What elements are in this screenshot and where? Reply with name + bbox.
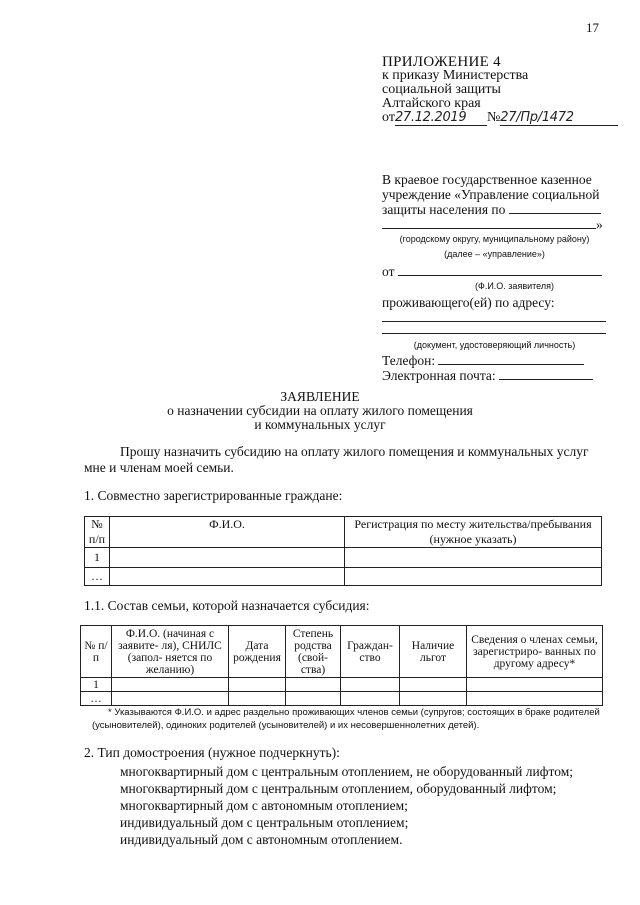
phone-field[interactable]: [438, 364, 584, 365]
table-cell[interactable]: [286, 692, 341, 706]
table-cell[interactable]: [110, 548, 345, 568]
section2-title: 2. Тип домостроения (нужное подчеркнуть):: [84, 745, 340, 760]
addressee-block: [382, 172, 607, 383]
phone-label: Телефон:: [382, 353, 436, 368]
page-number: 17: [586, 20, 599, 35]
table-header: Степень родства (свой- ства): [286, 626, 341, 678]
table-cell[interactable]: [467, 678, 603, 692]
table-cell[interactable]: [341, 678, 400, 692]
table-cell[interactable]: [229, 692, 286, 706]
email-label: Электронная почта:: [382, 368, 496, 383]
building-type-option[interactable]: индивидуальный дом с автономным отоплением.: [120, 832, 403, 847]
district-note: (городскому округу, муниципальному району): [399, 234, 590, 244]
annex-number: 27/Пр/1472: [500, 111, 618, 126]
building-type-option[interactable]: многоквартирный дом с автономным отоплением;: [120, 798, 408, 813]
table-header: Сведения о членах семьи, зарегистриро- ванных по другому адресу*: [467, 626, 603, 678]
table-header: Регистрация по месту жительства/пребывания (нужное указать): [345, 517, 602, 548]
table-header: № п/п: [81, 626, 112, 678]
footnote: * Указываются Ф.И.О. и адрес раздельно проживающих членов семьи (супругов; состоящих в браке родителей (усыновителей), одиноких родителей (усыновителей) и их несовершеннолетних детей).: [92, 707, 600, 731]
annex-date: 27.12.2019: [395, 111, 487, 126]
fio-note: (Ф.И.О. заявителя): [475, 281, 554, 291]
from-label: от: [382, 264, 395, 279]
table-header: Дата рождения: [229, 626, 286, 678]
addressee-line: В краевое государственное казенное: [382, 172, 592, 187]
district-field-2[interactable]: [382, 228, 596, 229]
family-table: [80, 625, 603, 706]
table-cell[interactable]: [112, 678, 229, 692]
addressee-line: учреждение «Управление социальной: [382, 187, 600, 202]
table-cell[interactable]: [341, 692, 400, 706]
quote-close: »: [596, 217, 603, 232]
table-cell[interactable]: [110, 568, 345, 586]
section11-title: 1.1. Состав семьи, которой назначается субсидия:: [84, 598, 370, 613]
management-note: (далее – «управление»): [444, 249, 545, 259]
statement-subtitle: и коммунальных услуг: [254, 417, 386, 432]
applicant-name-field[interactable]: [398, 275, 602, 276]
table-row: [85, 548, 602, 568]
registered-table: [84, 516, 602, 586]
request-line: мне и членам моей семьи.: [84, 460, 234, 475]
table-cell[interactable]: [345, 548, 602, 568]
building-type-option[interactable]: многоквартирный дом с центральным отоплением, не оборудованный лифтом;: [120, 764, 573, 779]
table-cell[interactable]: [467, 692, 603, 706]
statement-title: ЗАЯВЛЕНИЕ: [280, 389, 360, 404]
table-row: [81, 678, 603, 692]
annex-line: Алтайского края: [382, 96, 481, 111]
document-note: (документ, удостоверяющий личность): [413, 340, 576, 350]
annex-line: социальной защиты: [382, 82, 501, 97]
building-type-option[interactable]: индивидуальный дом с центральным отоплением;: [120, 815, 409, 830]
table-header: Наличие льгот: [400, 626, 467, 678]
section1-title: 1. Совместно зарегистрированные граждане:: [84, 488, 343, 503]
table-cell[interactable]: [286, 678, 341, 692]
annex-title: ПРИЛОЖЕНИЕ 4: [382, 54, 501, 70]
request-paragraph: [84, 444, 604, 476]
address-field-2[interactable]: [382, 333, 606, 334]
table-cell: 1: [81, 678, 112, 692]
annex-num-label: №: [486, 110, 501, 125]
table-cell: …: [85, 568, 110, 586]
table-header: Граждан- ство: [341, 626, 400, 678]
table-cell[interactable]: [400, 692, 467, 706]
table-cell[interactable]: [345, 568, 602, 586]
request-line: Прошу назначить субсидию на оплату жилого помещения и коммунальных услуг: [120, 444, 589, 459]
annex-from-label: от: [382, 110, 395, 125]
table-header: Ф.И.О.: [110, 517, 345, 548]
annex-line: к приказу Министерства: [382, 68, 529, 83]
email-field[interactable]: [499, 379, 593, 380]
district-field[interactable]: [509, 213, 601, 214]
statement-title-block: [0, 390, 640, 432]
table-header: Ф.И.О. (начиная с заявите- ля), СНИЛС (запол- няется по желанию): [112, 626, 229, 678]
table-row: [85, 568, 602, 586]
table-header: № п/п: [85, 517, 110, 548]
table-cell[interactable]: [112, 692, 229, 706]
table-cell[interactable]: [229, 678, 286, 692]
building-type-option[interactable]: многоквартирный дом с центральным отоплением, оборудованный лифтом;: [120, 781, 557, 796]
table-row: [81, 692, 603, 706]
statement-subtitle: о назначении субсидии на оплату жилого помещения: [167, 403, 473, 418]
table-cell: 1: [85, 548, 110, 568]
table-cell: …: [81, 692, 112, 706]
annex-header: [382, 55, 618, 126]
table-cell[interactable]: [400, 678, 467, 692]
building-type-list: [120, 763, 573, 848]
residing-label: проживающего(ей) по адресу:: [382, 295, 555, 310]
addressee-line: защиты населения по: [382, 202, 506, 217]
